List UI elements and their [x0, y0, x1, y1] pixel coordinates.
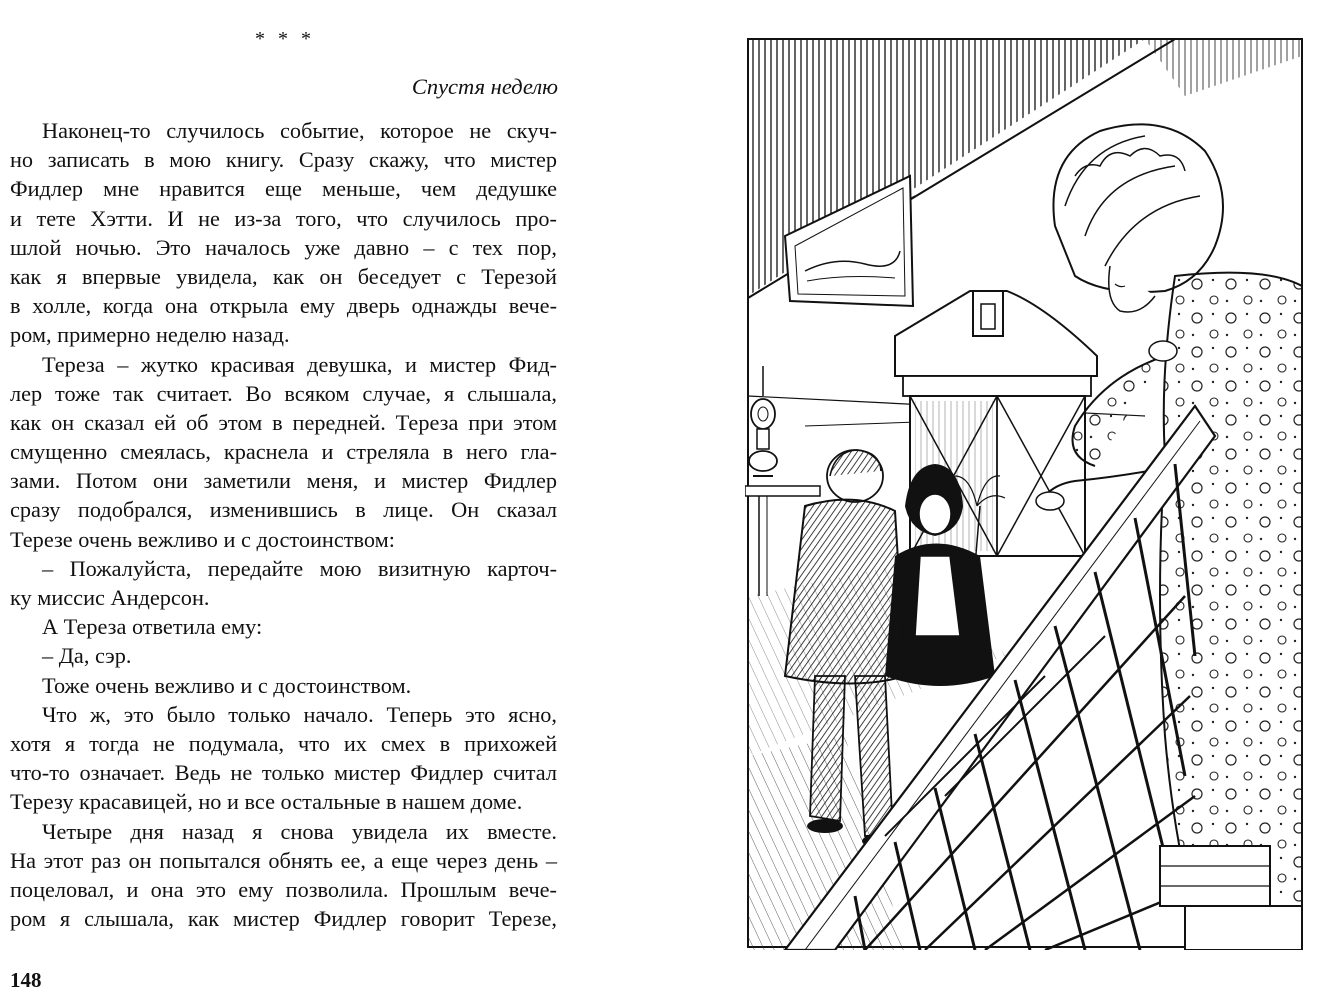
left-page	[0, 0, 580, 1000]
text-line: в холле, когда она открыла ему дверь однажды вече-	[10, 293, 557, 319]
text-line: Терезе очень вежливо и с достоинством:	[10, 526, 395, 552]
text-line: и тете Хэтти. И не из-за того, что случилось про-	[10, 205, 557, 231]
text-line: зами. Потом они заметили меня, и мистер Фидлер	[10, 468, 557, 494]
text-line: На этот раз он попытался обнять ее, а еще через день –	[10, 847, 557, 873]
text-line: ку миссис Андерсон.	[10, 585, 210, 610]
text-line: – Пожалуйста, передайте мою визитную карточ-	[42, 555, 557, 581]
text-line: Фидлер мне нравится еще меньше, чем дедушке	[10, 176, 557, 202]
text-line: но записать в мою книгу. Сразу скажу, что мистер	[10, 147, 557, 173]
section-marker: * * *	[255, 28, 315, 50]
text-line: смущенно смеялась, краснела и стреляла в него гла-	[10, 439, 557, 465]
illustration-drawing	[745, 36, 1305, 950]
text-line: лер тоже так считает. Во всяком случае, я слышала,	[10, 380, 557, 406]
text-line: поцеловал, и она это ему позволила. Прошлым вече-	[10, 876, 557, 902]
text-line: ром я слышала, как мистер Фидлер говорит Терезе,	[10, 906, 557, 932]
text-line: ром, примерно неделю назад.	[10, 322, 290, 348]
text-line: Тереза – жутко красивая девушка, и мистер Фид-	[42, 351, 557, 377]
text-line: Четыре дня назад я снова увидела их вместе.	[42, 818, 557, 844]
subheading: Спустя неделю	[411, 74, 558, 99]
text-line: что-то означает. Ведь не только мистер Фидлер считал	[10, 760, 557, 786]
text-line: хотя я тогда не подумала, что их смех в прихожей	[10, 730, 557, 756]
text-line: Тоже очень вежливо и с достоинством.	[42, 672, 412, 698]
text-line: Терезу красавицей, но и все остальные в нашем доме.	[10, 789, 523, 815]
text-line: как я впервые увидела, как он беседует с Терезой	[10, 263, 557, 289]
text-line: шлой ночью. Это началось уже давно – с тех пор,	[10, 234, 557, 260]
text-line: Наконец-то случилось событие, которое не скуч-	[42, 118, 557, 143]
staircase-illustration	[745, 36, 1305, 950]
text-line: Что ж, это было только начало. Теперь это ясно,	[42, 701, 557, 727]
page-number: 148	[10, 968, 42, 992]
text-line: – Да, сэр.	[42, 643, 132, 669]
text-line: как он сказал ей об этом в передней. Тереза при этом	[10, 409, 557, 435]
text-line: А Тереза ответила ему:	[42, 614, 263, 640]
text-line: сразу подобрался, изменившись в лице. Он сказал	[10, 497, 557, 523]
body-text	[10, 116, 557, 933]
